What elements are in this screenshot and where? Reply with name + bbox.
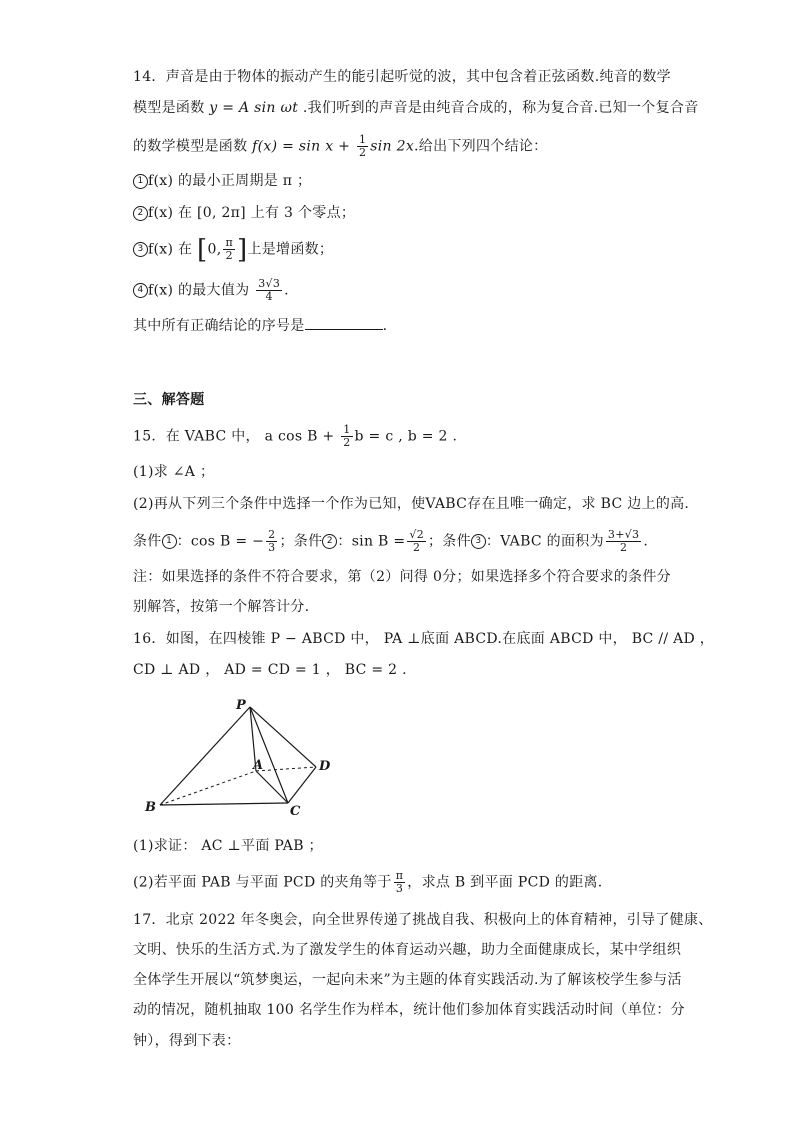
q14-line-3: 的数学模型是函数 f(x) = sin x + $\frac{1}{2}$ sin 2x.给出下列四个结论：	[133, 133, 548, 159]
edge-AD-hidden	[256, 767, 316, 771]
circled-number-1: 1	[133, 174, 148, 189]
circled-number-3: 3	[471, 534, 486, 549]
vertex-label-A: A	[253, 758, 264, 773]
fraction-pi-over-2: $\frac{\pi}{2}$	[225, 236, 233, 262]
fraction-one-half: $\frac{1}{2}$	[343, 423, 351, 449]
q14-conclusion-2: 2 f(x) 在 [0, 2π] 上有 3 个零点；	[133, 202, 673, 224]
q16-part-1: (1)求证： AC ⊥平面 PAB ；	[133, 838, 323, 854]
q15-conditions: 条件 1 ：cos B = − $\frac{2}{3}$ ；条件 2 ：sin B = $\frac{√2}{2}$ ；条件 3 ：VABC 的面积为 $\frac{3+√3}{2}$ .	[133, 528, 649, 554]
q17-line-3: 全体学生开展以“筑梦奥运，一起向未来”为主题的体育实践活动.为了解该校学生参与活	[133, 972, 682, 988]
q15-part-2: (2)再从下列三个条件中选择一个作为已知，使VABC存在且唯一确定，求 BC 边上的高.	[133, 496, 690, 512]
edge-BC	[160, 803, 288, 805]
fraction-max-value: $\frac{3√3}{4}$	[258, 277, 281, 303]
vertex-label-P: P	[236, 698, 246, 713]
edge-PC	[250, 707, 288, 803]
edge-BA-hidden	[160, 771, 256, 805]
fraction-condition-2: $\frac{√2}{2}$	[409, 528, 424, 554]
pyramid-figure	[140, 695, 340, 820]
q17-line-5: 钟），得到下表：	[133, 1033, 241, 1049]
edge-CD	[288, 767, 316, 803]
q16-line-2: CD ⊥ AD ， AD = CD = 1 ， BC = 2 .	[133, 662, 407, 678]
fraction-condition-3: $\frac{3+√3}{2}$	[607, 528, 640, 554]
fraction-condition-1: $\frac{2}{3}$	[268, 528, 276, 554]
q16-line-1: 16．如图，在四棱锥 P − ABCD 中， PA ⊥底面 ABCD.在底面 ABCD 中， BC // AD ，	[133, 631, 715, 647]
q17-line-1: 17．北京 2022 年冬奥会，向全世界传递了挑战自我、积极向上的体育精神，引导了健康、	[133, 912, 713, 928]
circled-number-1: 1	[162, 534, 177, 549]
q15-part-1: (1)求 ∠A ；	[133, 464, 215, 480]
right-bracket: ]	[236, 234, 248, 265]
q14-line-2: 模型是函数 y = A sin ωt .我们听到的声音是由纯音合成的，称为复合音.已知一个复合音	[133, 100, 699, 116]
left-bracket: [	[197, 234, 208, 265]
circled-number-3: 3	[133, 242, 148, 257]
q15-note-line-2: 别解答，按第一个解答计分.	[133, 599, 310, 615]
circled-number-2: 2	[133, 206, 148, 221]
q14-line-1: 14．声音是由于物体的振动产生的能引起听觉的波，其中包含着正弦函数.纯音的数学	[133, 69, 671, 85]
q15-line-1: 15．在 VABC 中， a cos B + $\frac{1}{2}$ b = c , b = 2 .	[133, 423, 458, 449]
q14-conclusion-4: 4 f(x) 的最大值为 $\frac{3√3}{4}$ .	[133, 278, 673, 303]
fraction-one-half: $\frac{1}{2}$	[358, 133, 367, 159]
formula-pure-tone: y = A sin ωt	[209, 100, 299, 116]
edge-PB	[160, 707, 250, 805]
circled-number-2: 2	[322, 534, 337, 549]
section-title: 三、解答题	[133, 392, 205, 408]
edge-AC	[256, 771, 288, 803]
q15-note-line-1: 注：如果选择的条件不符合要求，第（2）问得 0分；如果选择多个符合要求的条件分	[133, 569, 671, 585]
q16-part-2: (2)若平面 PAB 与平面 PCD 的夹角等于 $\frac{\pi}{3}$ ，求点 B 到平面 PCD 的距离.	[133, 869, 603, 895]
fraction-pi-over-3: $\frac{\pi}{3}$	[395, 869, 404, 895]
q17-line-2: 文明、快乐的生活方式.为了激发学生的体育运动兴趣，助力全面健康成长，某中学组织	[133, 942, 682, 958]
q17-line-4: 动的情况，随机抽取 100 名学生作为样本，统计他们参加体育实践活动时间（单位：分	[133, 1002, 685, 1018]
vertex-label-C: C	[290, 804, 301, 819]
q14-conclusion-1: 1 f(x) 的最小正周期是 π ；	[133, 170, 673, 192]
answer-blank	[305, 315, 383, 330]
vertex-label-D: D	[319, 759, 331, 774]
circled-number-4: 4	[133, 283, 148, 298]
q14-conclusion-3: 3 f(x) 在 [0, $\frac{\pi}{2}$ ]上是增函数；	[133, 237, 673, 262]
vertex-label-B: B	[145, 800, 156, 815]
q14-question: 其中所有正确结论的序号是 .	[133, 315, 673, 337]
